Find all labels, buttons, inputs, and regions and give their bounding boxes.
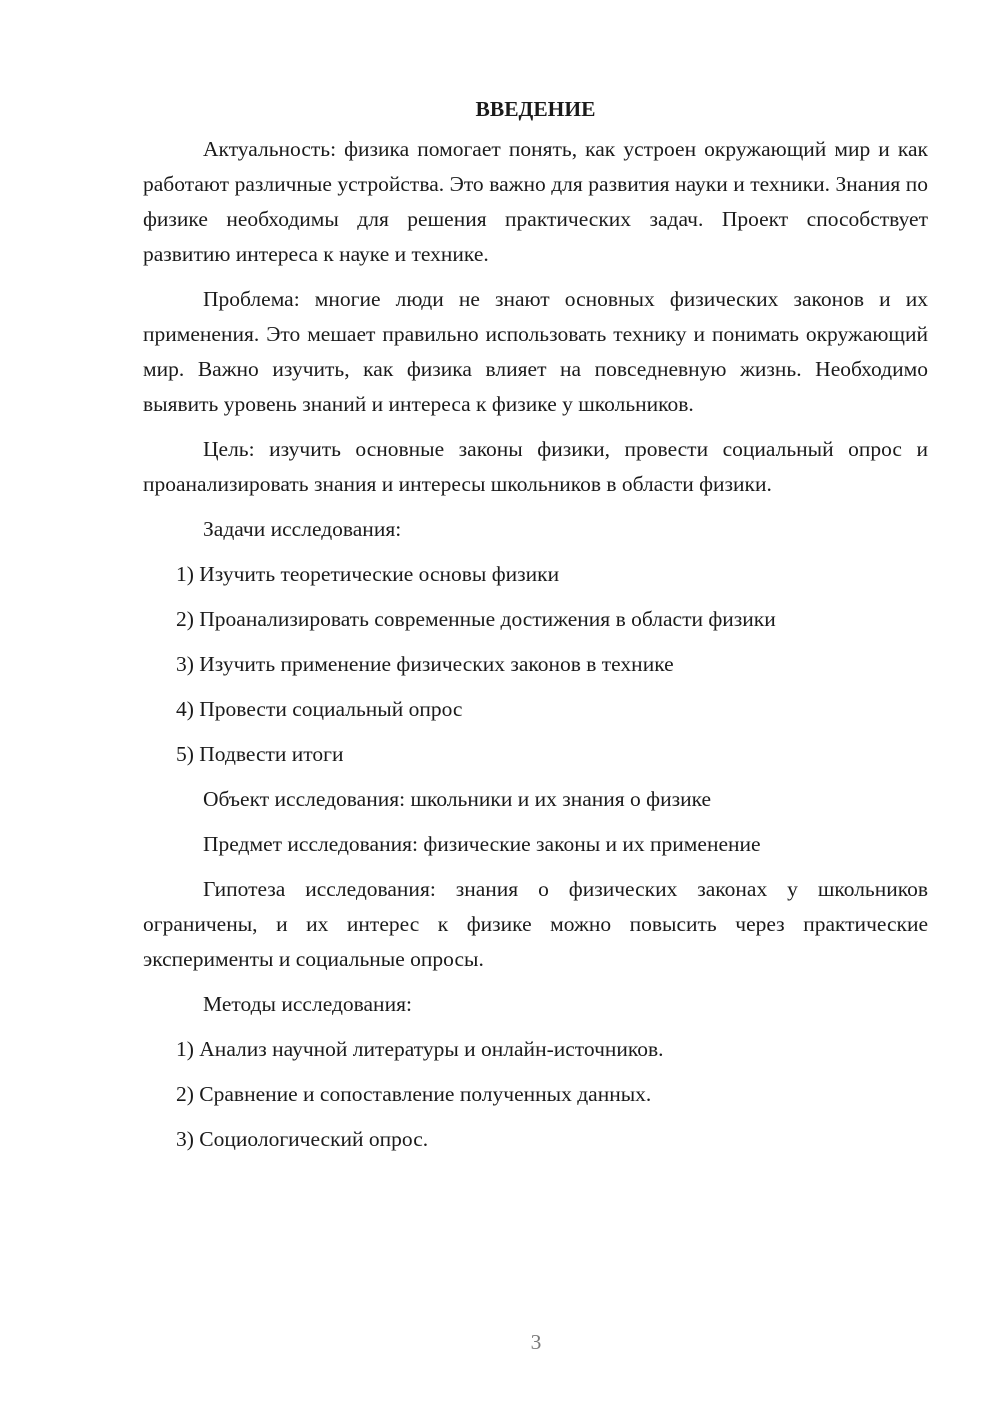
tasks-heading: Задачи исследования: <box>203 517 402 541</box>
list-item: 1) Изучить теоретические основы физики <box>176 562 560 586</box>
goal-paragraph: Цель: изучить основные законы физики, провести социальный опрос и проанализировать знания и интересы школьников в области физики. <box>143 437 928 496</box>
problem-paragraph: Проблема: многие люди не знают основных физических законов и их применения. Это мешает правильно использовать технику и понимать окружающий мир. Важно изучить, как физика влияет на повседневную жизнь. Необходимо выявить уровень знаний и интереса к физике у школьников. <box>143 287 928 416</box>
list-item: 2) Сравнение и сопоставление полученных данных. <box>176 1082 652 1106</box>
list-item: 3) Изучить применение физических законов в технике <box>176 652 674 676</box>
subject-paragraph: Предмет исследования: физические законы и их применение <box>203 832 761 856</box>
tasks-list <box>143 557 928 772</box>
hypothesis-paragraph: Гипотеза исследования: знания о физических законах у школьников ограничены, и их интерес к физике можно повысить через практические эксперименты и социальные опросы. <box>143 877 928 971</box>
page-title: ВВЕДЕНИЕ <box>475 97 596 121</box>
relevance-paragraph: Актуальность: физика помогает понять, как устроен окружающий мир и как работают различные устройства. Это важно для развития науки и техники. Знания по физике необходимы для решения практических задач. Проект способствует развитию интереса к науке и технике. <box>143 137 928 266</box>
list-item: 2) Проанализировать современные достижения в области физики <box>176 607 776 631</box>
methods-list <box>143 1032 928 1157</box>
object-paragraph: Объект исследования: школьники и их знания о физике <box>203 787 712 811</box>
list-item: 4) Провести социальный опрос <box>176 697 463 721</box>
page-number: 3 <box>530 1330 542 1354</box>
list-item: 3) Социологический опрос. <box>176 1127 429 1151</box>
list-item: 1) Анализ научной литературы и онлайн-источников. <box>176 1037 664 1061</box>
methods-heading: Методы исследования: <box>203 992 412 1016</box>
list-item: 5) Подвести итоги <box>176 742 344 766</box>
document-page <box>143 92 928 1167</box>
